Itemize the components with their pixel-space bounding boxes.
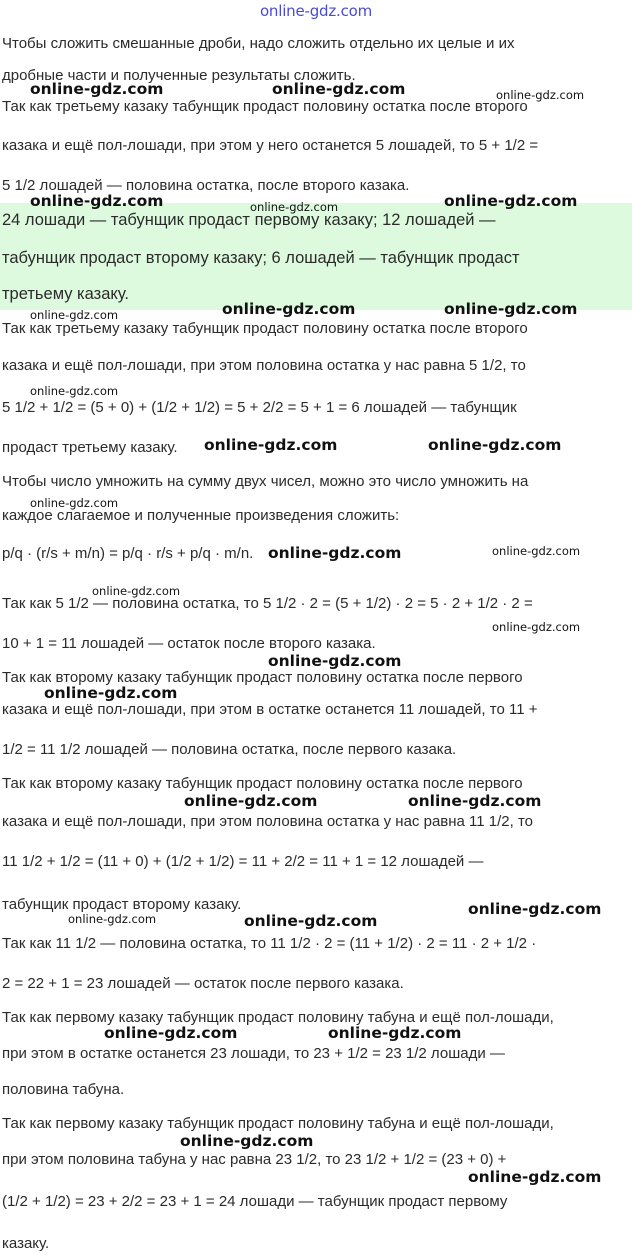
watermark: online-gdz.com [492,544,581,558]
text-line: Чтобы число умножить на сумму двух чисел, можно это число умножить на [2,473,529,490]
watermark: online-gdz.com [444,300,578,318]
watermark: online-gdz.com [496,88,585,102]
text-line: (1/2 + 1/2) = 23 + 2/2 = 23 + 1 = 24 лошади — табунщик продаст первому [2,1193,508,1210]
text-line: 24 лошади — табунщик продаст первому казаку; 12 лошадей — [2,211,496,229]
site-header[interactable]: online-gdz.com [259,2,373,20]
text-line: 5 1/2 лошадей — половина остатка, после второго казака. [2,177,410,194]
watermark: online-gdz.com [268,544,402,562]
text-line: третьему казаку. [2,285,129,303]
text-line: p/q · (r/s + m/n) = p/q · r/s + p/q · m/n. [2,545,254,562]
watermark: online-gdz.com [68,912,157,926]
text-line: 1/2 = 11 1/2 лошадей — половина остатка, после первого казака. [2,741,457,758]
watermark: online-gdz.com [492,620,581,634]
watermark: online-gdz.com [30,192,164,210]
text-line: казака и ещё пол-лошади, при этом в остатке останется 11 лошадей, то 11 + [2,701,538,718]
watermark: online-gdz.com [180,1132,314,1150]
watermark: online-gdz.com [204,436,338,454]
text-line: продаст третьему казаку. [2,439,178,456]
watermark: online-gdz.com [250,200,339,214]
watermark: online-gdz.com [44,684,178,702]
text-line: половина табуна. [2,1081,125,1098]
watermark: online-gdz.com [222,300,356,318]
text-line: казаку. [2,1235,50,1252]
text-line: казака и ещё пол-лошади, при этом половина остатка у нас равна 11 1/2, то [2,813,534,830]
text-line: Так как 11 1/2 — половина остатка, то 11 1/2 · 2 = (11 + 1/2) · 2 = 11 · 2 + 1/2 · [2,935,537,952]
text-line: Так как первому казаку табунщик продаст половину табуна и ещё пол-лошади, [2,1115,554,1132]
watermark: online-gdz.com [408,792,542,810]
text-line: Так как первому казаку табунщик продаст половину табуна и ещё пол-лошади, [2,1009,554,1026]
watermark: online-gdz.com [244,912,378,930]
text-line: 5 1/2 + 1/2 = (5 + 0) + (1/2 + 1/2) = 5 + 2/2 = 5 + 1 = 6 лошадей — табунщик [2,399,517,416]
text-line: при этом половина табуна у нас равна 23 1/2, то 23 1/2 + 1/2 = (23 + 0) + [2,1151,507,1168]
text-line: дробные части и полученные результаты сложить. [2,67,356,84]
text-line: табунщик продаст второму казаку; 6 лошадей — табунщик продаст [2,249,520,267]
watermark: online-gdz.com [468,900,602,918]
watermark: online-gdz.com [30,80,164,98]
watermark: online-gdz.com [444,192,578,210]
text-line: Так как второму казаку табунщик продаст половину остатка после первого [2,669,523,686]
text-line: 2 = 22 + 1 = 23 лошадей — остаток после первого казака. [2,975,404,992]
watermark: online-gdz.com [328,1024,462,1042]
text-line: табунщик продаст второму казаку. [2,896,242,913]
watermark: online-gdz.com [428,436,562,454]
watermark: online-gdz.com [468,1168,602,1186]
watermark: online-gdz.com [92,584,181,598]
watermark: online-gdz.com [104,1024,238,1042]
watermark: online-gdz.com [272,80,406,98]
text-line: Так как второму казаку табунщик продаст половину остатка после первого [2,775,523,792]
watermark: online-gdz.com [30,496,119,510]
text-line: 11 1/2 + 1/2 = (11 + 0) + (1/2 + 1/2) = 11 + 2/2 = 11 + 1 = 12 лошадей — [2,853,484,870]
watermark: online-gdz.com [30,308,119,322]
text-line: Так как третьему казаку табунщик продаст половину остатка после второго [2,320,528,337]
text-line: каждое слагаемое и полученные произведения сложить: [2,507,400,524]
text-line: Так как третьему казаку табунщик продаст половину остатка после второго [2,98,528,115]
watermark: online-gdz.com [268,652,402,670]
text-line: Так как 5 1/2 — половина остатка, то 5 1/2 · 2 = (5 + 1/2) · 2 = 5 · 2 + 1/2 · 2 = [2,595,533,612]
text-line: Чтобы сложить смешанные дроби, надо сложить отдельно их целые и их [2,35,515,52]
watermark: online-gdz.com [184,792,318,810]
text-line: казака и ещё пол-лошади, при этом половина остатка у нас равна 5 1/2, то [2,357,526,374]
text-line: при этом в остатке останется 23 лошади, то 23 + 1/2 = 23 1/2 лошади — [2,1045,505,1062]
text-line: 10 + 1 = 11 лошадей — остаток после второго казака. [2,635,376,652]
text-line: казака и ещё пол-лошади, при этом у него останется 5 лошадей, то 5 + 1/2 = [2,137,539,154]
watermark: online-gdz.com [30,384,119,398]
